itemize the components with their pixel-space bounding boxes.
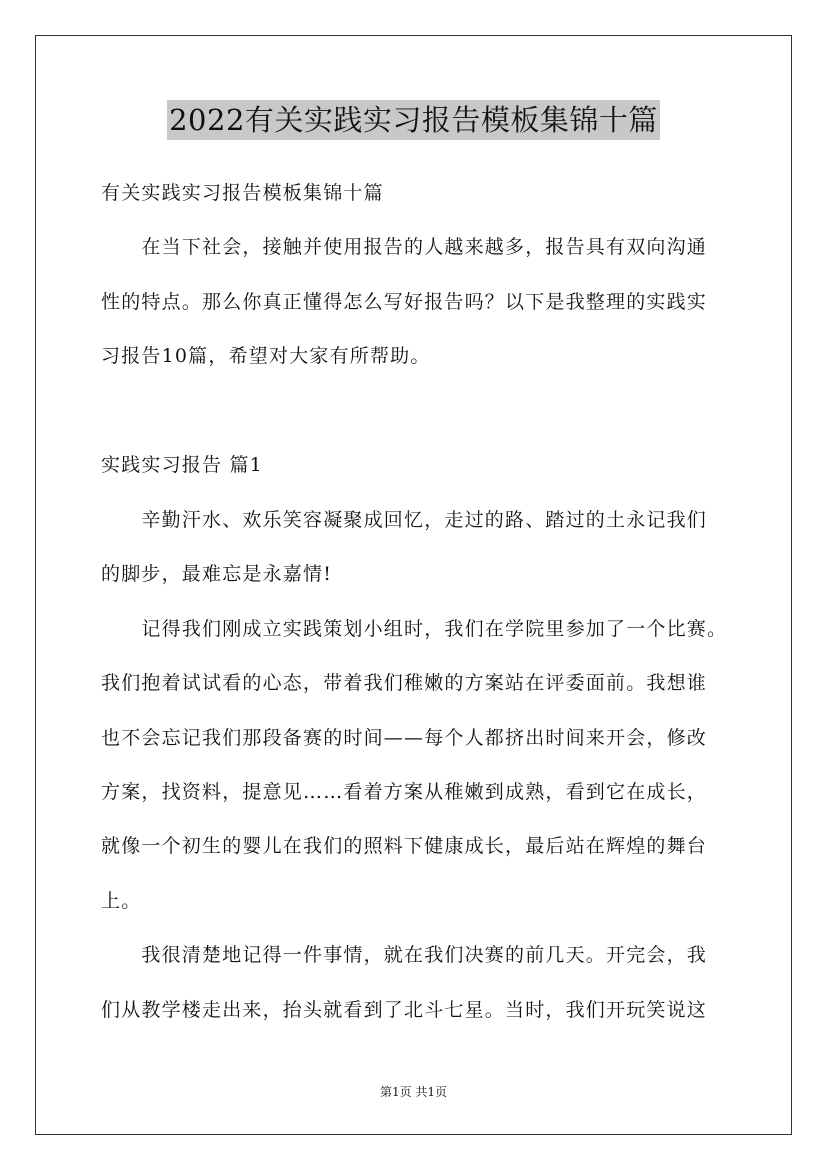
section-heading: 实践实习报告 篇1 (101, 454, 263, 476)
page-footer: 第1页 共1页 (379, 1085, 448, 1099)
paragraph-line: 们从教学楼走出来，抬头就看到了北斗七星。当时，我们开玩笑说这 (101, 999, 708, 1021)
paragraph-line: 上。 (101, 890, 142, 912)
paragraph-line: 方案，找资料，提意见……看着方案从稚嫩到成熟，看到它在成长， (101, 781, 708, 803)
paragraph-line: 记得我们刚成立实践策划小组时，我们在学院里参加了一个比赛。 (101, 618, 728, 640)
paragraph-line: 辛勤汗水、欢乐笑容凝聚成回忆，走过的路、踏过的土永记我们 (101, 509, 708, 531)
paragraph-line: 性的特点。那么你真正懂得怎么写好报告吗？以下是我整理的实践实 (101, 291, 708, 313)
paragraph-line: 习报告10篇，希望对大家有所帮助。 (101, 345, 431, 367)
paragraph-line: 我很清楚地记得一件事情，就在我们决赛的前几天。开完会，我 (101, 944, 708, 966)
document-title: 2022有关实践实习报告模板集锦十篇 (167, 100, 660, 140)
paragraph-line: 的脚步，最难忘是永嘉情! (101, 563, 333, 585)
paragraph-line: 在当下社会，接触并使用报告的人越来越多，报告具有双向沟通 (101, 236, 708, 258)
paragraph-line: 我们抱着试试看的心态，带着我们稚嫩的方案站在评委面前。我想谁 (101, 672, 708, 694)
title-container (0, 100, 827, 140)
document-subtitle: 有关实践实习报告模板集锦十篇 (101, 182, 384, 204)
paragraph-line: 就像一个初生的婴儿在我们的照料下健康成长，最后站在辉煌的舞台 (101, 835, 708, 857)
paragraph-line: 也不会忘记我们那段备赛的时间——每个人都挤出时间来开会，修改 (101, 727, 708, 749)
